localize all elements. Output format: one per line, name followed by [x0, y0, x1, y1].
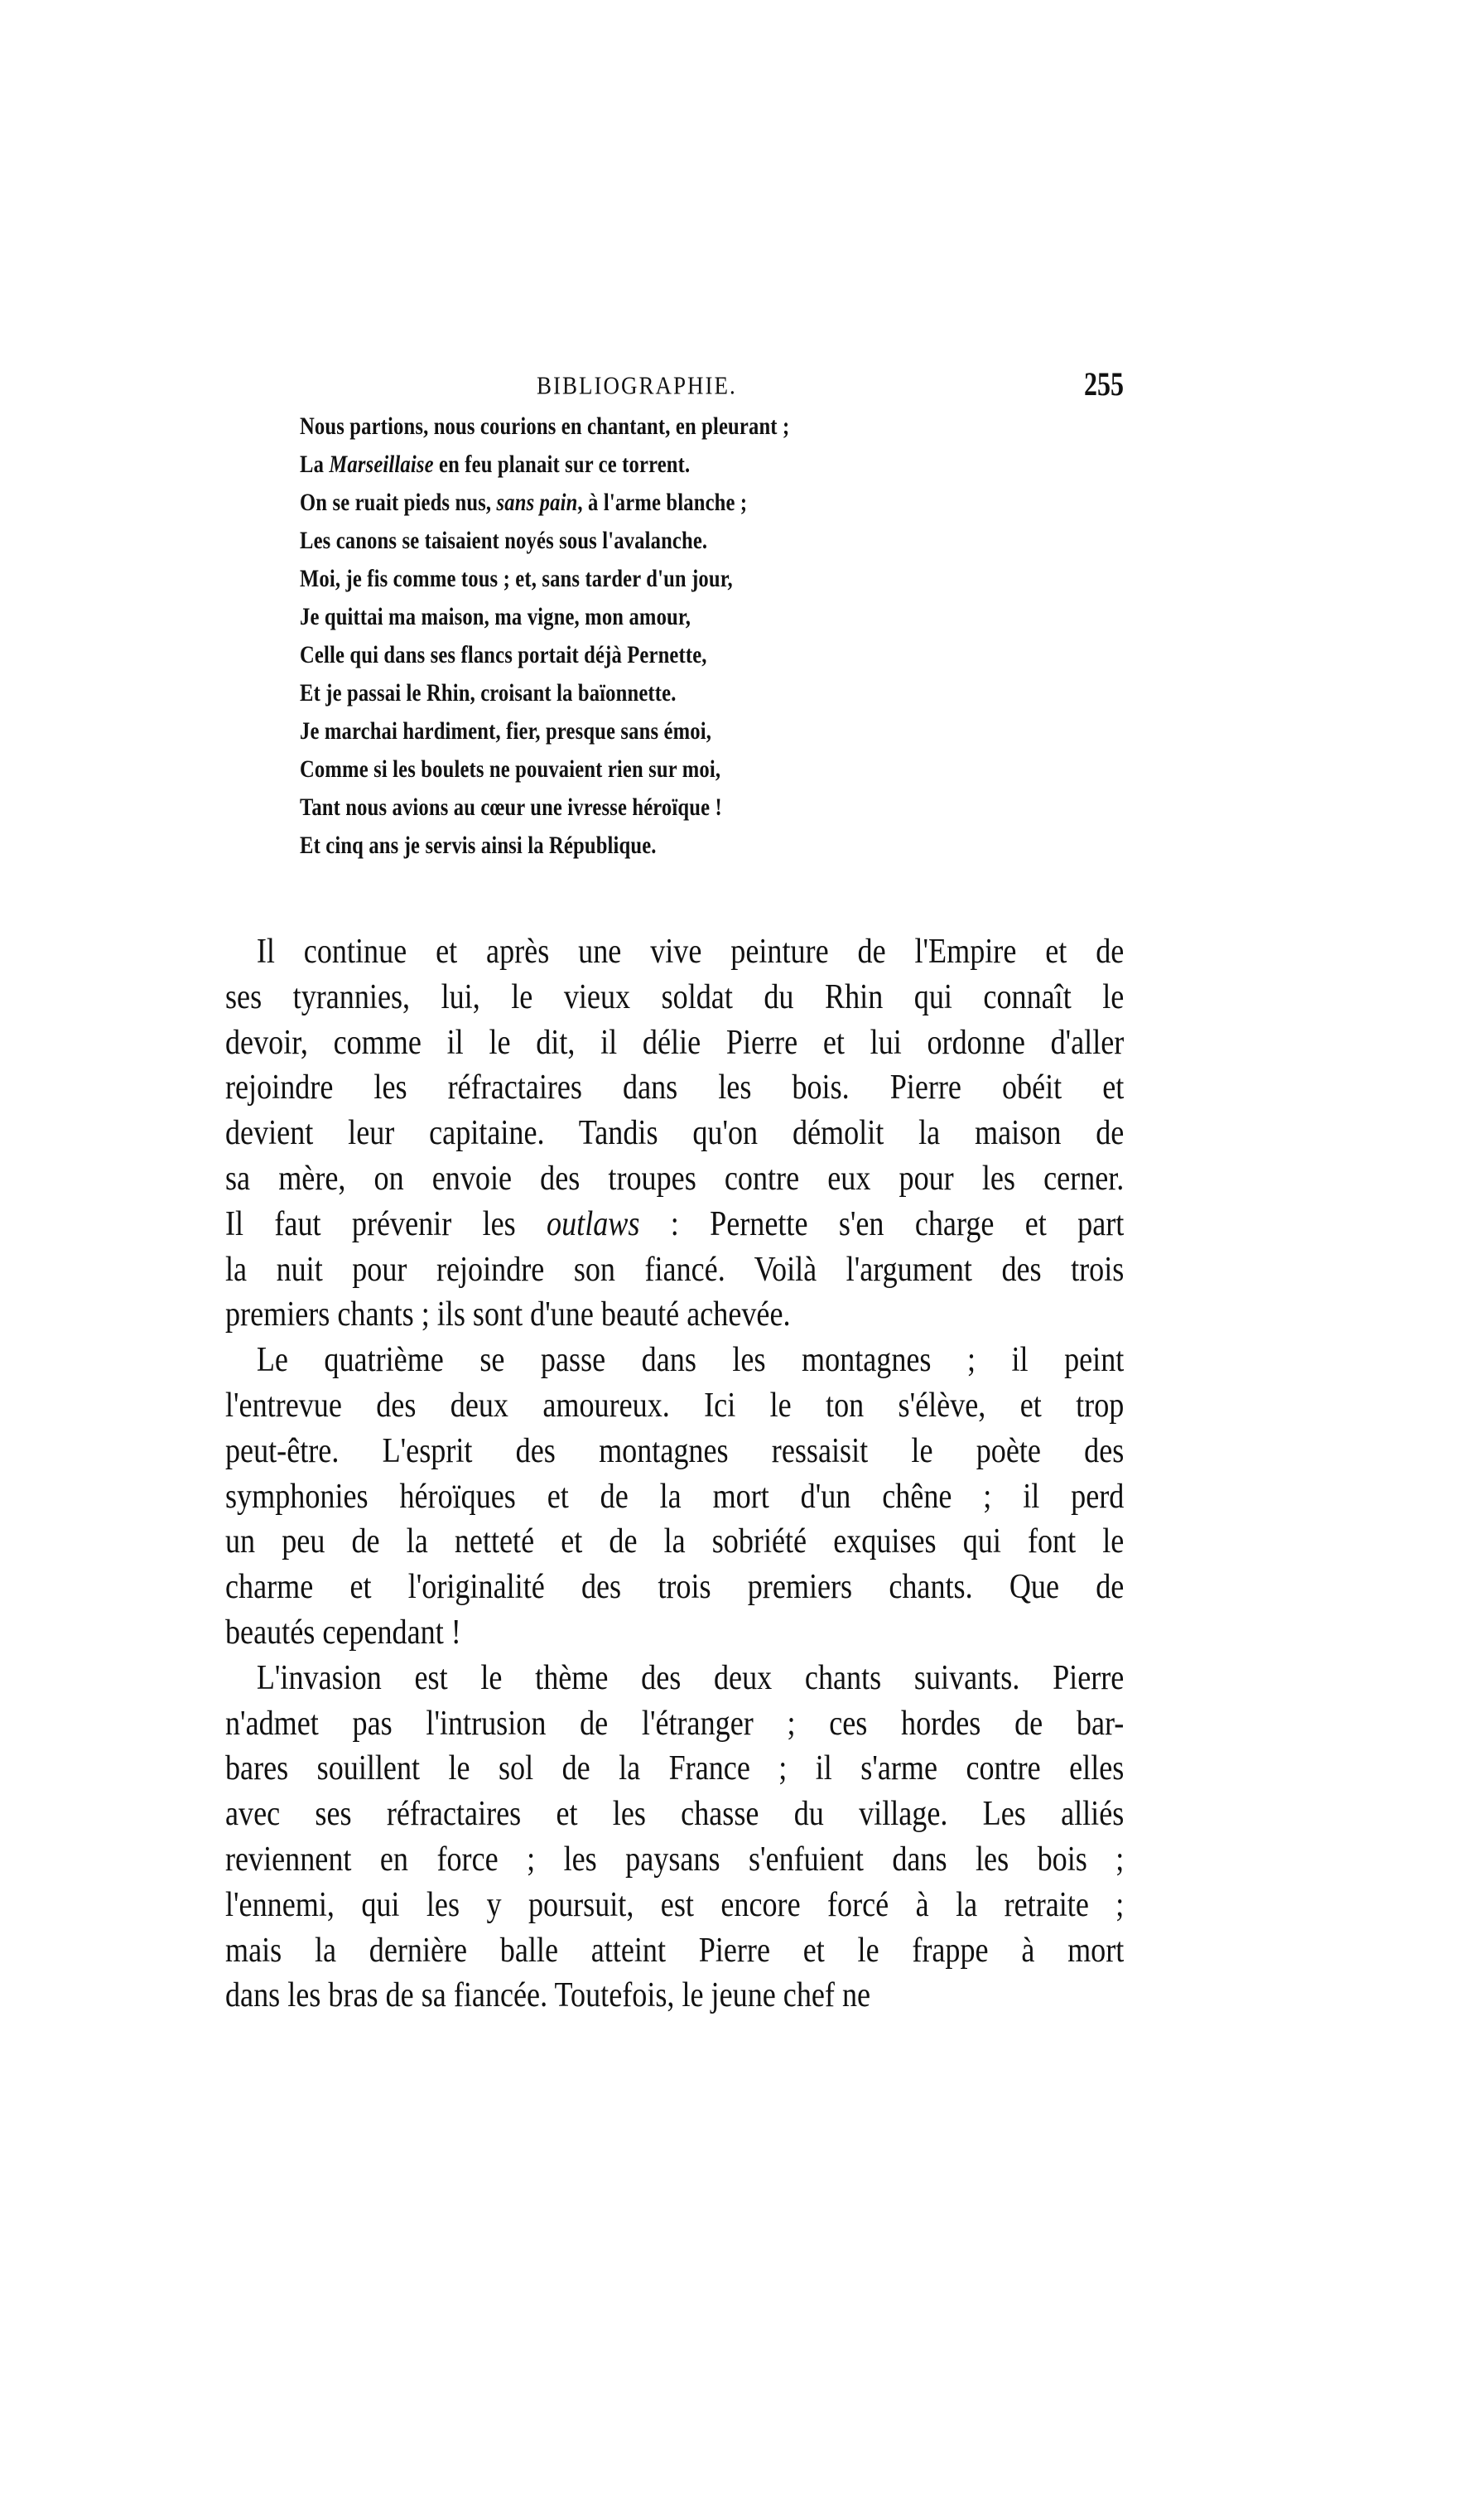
text-line: devient leur capitaine. Tandis qu'on démolit la maison de	[225, 1114, 1125, 1153]
text-line: symphonies héroïques et de la mort d'un chêne ; il perd	[225, 1477, 1125, 1516]
text-line: dans les bras de sa fiancée. Toutefois, le jeune chef ne	[225, 1976, 871, 2015]
text-line: sa mère, on envoie des troupes contre eux pour les cerner.	[225, 1159, 1125, 1198]
paragraph	[225, 929, 1124, 1338]
poem-quotation	[300, 408, 1045, 865]
poem-line: Comme si les boulets ne pouvaient rien sur moi,	[300, 755, 721, 783]
text-line: reviennent en force ; les paysans s'enfuient dans les bois ;	[225, 1840, 1125, 1879]
running-title: BIBLIOGRAPHIE.	[537, 371, 737, 400]
text-run: Il faut prévenir les	[225, 1204, 547, 1243]
text-line: mais la dernière balle atteint Pierre et le frappe à mort	[225, 1931, 1125, 1970]
poem-line-text: , à l'arme blanche ;	[577, 489, 748, 516]
poem-line-text: en feu planait sur ce torrent.	[433, 451, 691, 478]
poem-line: Moi, je fis comme tous ; et, sans tarder d'un jour,	[300, 565, 733, 592]
text-line: Il continue et après une vive peinture de l'Empire et de	[256, 933, 1125, 971]
text-line: l'entrevue des deux amoureux. Ici le ton s'élève, et trop	[225, 1386, 1125, 1425]
paragraph	[225, 1338, 1124, 1656]
poem-line: Nous partions, nous courions en chantant, en pleurant ;	[300, 412, 790, 440]
text-line: peut-être. L'esprit des montagnes ressaisit le poète des	[225, 1431, 1125, 1470]
poem-line: Et je passai le Rhin, croisant la baïonnette.	[300, 679, 677, 707]
text-line: premiers chants ; ils sont d'une beauté achevée.	[225, 1295, 791, 1334]
poem-line	[300, 446, 911, 484]
poem-line: Les canons se taisaient noyés sous l'avalanche.	[300, 527, 708, 554]
text-line: bares souillent le sol de la France ; il s'arme contre elles	[225, 1749, 1125, 1788]
text-line: devoir, comme il le dit, il délie Pierre et lui ordonne d'aller	[225, 1023, 1125, 1062]
paragraph	[225, 1656, 1124, 2019]
text-line: n'admet pas l'intrusion de l'étranger ; ces hordes de bar-	[225, 1704, 1125, 1743]
poem-line	[300, 484, 911, 522]
text-line: l'ennemi, qui les y poursuit, est encore forcé à la retraite ;	[225, 1885, 1125, 1924]
text-run: : Pernette s'en charge et part	[639, 1204, 1125, 1243]
poem-line: Et cinq ans je servis ainsi la République.	[300, 832, 657, 859]
poem-line: Je quittai ma maison, ma vigne, mon amour,	[300, 603, 691, 630]
text-line: rejoindre les réfractaires dans les bois. Pierre obéit et	[225, 1069, 1125, 1107]
text-line: avec ses réfractaires et les chasse du village. Les alliés	[225, 1795, 1125, 1834]
running-head	[225, 364, 1124, 406]
text-line: ses tyrannies, lui, le vieux soldat du Rhin qui connaît le	[225, 977, 1125, 1016]
text-line: L'invasion est le thème des deux chants suivants. Pierre	[256, 1658, 1125, 1697]
text-line: beautés cependant !	[225, 1613, 461, 1652]
text-line: charme et l'originalité des trois premiers chants. Que de	[225, 1568, 1125, 1607]
poem-line-text: La	[300, 451, 330, 478]
poem-line-italic: Marseillaise	[329, 451, 434, 478]
poem-line: Tant nous avions au cœur une ivresse héroïque !	[300, 794, 722, 821]
poem-line-text: On se ruait pieds nus,	[300, 489, 497, 516]
poem-line: Je marchai hardiment, fier, presque sans émoi,	[300, 717, 712, 745]
text-line	[225, 1202, 1124, 1247]
text-line: la nuit pour rejoindre son fiancé. Voilà l'argument des trois	[225, 1250, 1125, 1289]
italic-term: outlaws	[547, 1204, 640, 1243]
prose-body	[225, 929, 1124, 2019]
text-line: Le quatrième se passe dans les montagnes ; il peint	[256, 1341, 1125, 1380]
poem-line: Celle qui dans ses flancs portait déjà Pernette,	[300, 641, 707, 668]
poem-line-italic: sans pain	[496, 489, 578, 516]
page-number: 255	[1084, 365, 1124, 403]
text-line: un peu de la netteté et de la sobriété exquises qui font le	[225, 1522, 1125, 1561]
